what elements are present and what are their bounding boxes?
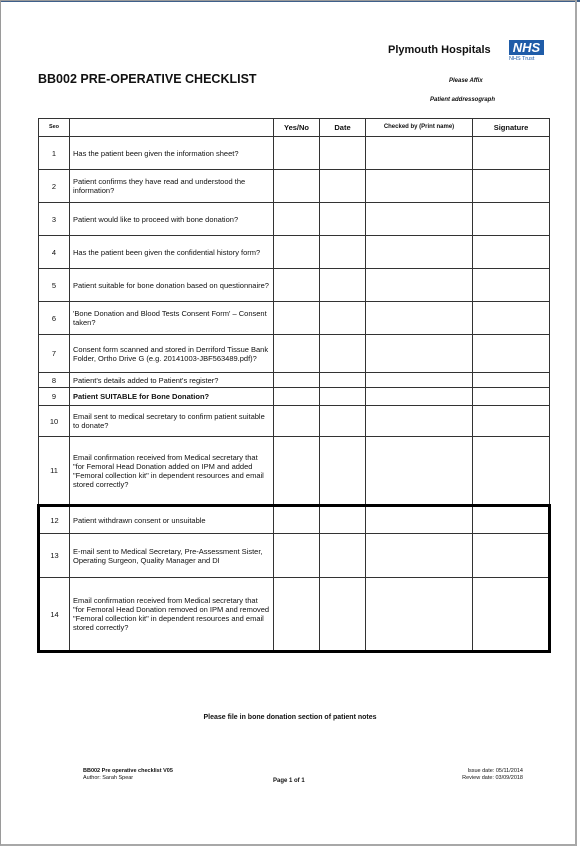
row-date-cell[interactable] [320, 388, 366, 406]
row-checked-by-cell[interactable] [366, 137, 473, 170]
row-question: Email confirmation received from Medical secretary that "for Femoral Head Donation removed on IPM and removed "Femoral collection kit" in dependent resources and email stored correctly? [70, 578, 274, 652]
col-header-date: Date [320, 119, 366, 137]
row-seq-number: 14 [39, 578, 70, 652]
row-seq-number: 1 [39, 137, 70, 170]
row-checked-by-cell[interactable] [366, 406, 473, 437]
row-checked-by-cell[interactable] [366, 170, 473, 203]
file-note: Please file in bone donation section of patient notes [203, 714, 377, 721]
row-yes-no-cell[interactable] [274, 388, 320, 406]
nhs-logo-icon: NHS [509, 40, 544, 55]
table-row [39, 335, 550, 373]
row-signature-cell[interactable] [473, 373, 550, 388]
row-seq-number: 6 [39, 302, 70, 335]
row-seq-number: 4 [39, 236, 70, 269]
table-row [39, 203, 550, 236]
table-row [39, 170, 550, 203]
table-header-row [39, 119, 550, 137]
row-question: Has the patient been given the confidential history form? [70, 236, 274, 269]
row-question: Patient would like to proceed with bone donation? [70, 203, 274, 236]
row-checked-by-cell[interactable] [366, 236, 473, 269]
row-question: Consent form scanned and stored in Derriford Tissue Bank Folder, Ortho Drive G (e.g. 20141003-JBF563489.pdf)? [70, 335, 274, 373]
row-yes-no-cell[interactable] [274, 203, 320, 236]
row-signature-cell[interactable] [473, 137, 550, 170]
row-date-cell[interactable] [320, 506, 366, 534]
table-row [39, 373, 550, 388]
row-seq-number: 9 [39, 388, 70, 406]
table-row [39, 578, 550, 652]
row-signature-cell[interactable] [473, 170, 550, 203]
row-seq-number: 10 [39, 406, 70, 437]
row-date-cell[interactable] [320, 236, 366, 269]
row-yes-no-cell[interactable] [274, 534, 320, 578]
row-checked-by-cell[interactable] [366, 388, 473, 406]
col-header-yes-no: Yes/No [274, 119, 320, 137]
table-row [39, 302, 550, 335]
footer-review-date: Review date: 03/09/2018 [462, 775, 523, 781]
footer-author: Author: Sarah Spear [83, 775, 134, 781]
row-checked-by-cell[interactable] [366, 578, 473, 652]
row-date-cell[interactable] [320, 269, 366, 302]
col-header-question [70, 119, 274, 137]
row-signature-cell[interactable] [473, 578, 550, 652]
col-header-checked-by: Checked by (Print name) [366, 119, 473, 137]
row-signature-cell[interactable] [473, 388, 550, 406]
row-date-cell[interactable] [320, 534, 366, 578]
row-signature-cell[interactable] [473, 302, 550, 335]
org-name: Plymouth Hospitals [388, 44, 491, 56]
nhs-logo-block [388, 40, 548, 74]
row-seq-number: 7 [39, 335, 70, 373]
row-seq-number: 13 [39, 534, 70, 578]
row-yes-no-cell[interactable] [274, 406, 320, 437]
table-row [39, 437, 550, 506]
page-title: BB002 PRE-OPERATIVE CHECKLIST [38, 72, 257, 86]
footer-issue-date: Issue date: 05/11/2014 [467, 768, 523, 774]
table-row [39, 388, 550, 406]
row-question: Has the patient been given the information sheet? [70, 137, 274, 170]
row-date-cell[interactable] [320, 335, 366, 373]
row-yes-no-cell[interactable] [274, 137, 320, 170]
row-date-cell[interactable] [320, 203, 366, 236]
row-signature-cell[interactable] [473, 534, 550, 578]
row-yes-no-cell[interactable] [274, 302, 320, 335]
row-seq-number: 12 [39, 506, 70, 534]
row-date-cell[interactable] [320, 578, 366, 652]
row-yes-no-cell[interactable] [274, 506, 320, 534]
table-row [39, 534, 550, 578]
table-row [39, 137, 550, 170]
col-header-signature: Signature [473, 119, 550, 137]
row-question: E-mail sent to Medical Secretary, Pre-Assessment Sister, Operating Surgeon, Quality Manager and DI [70, 534, 274, 578]
footer-page-number: Page 1 of 1 [273, 778, 305, 784]
affix-note-line2: Patient addressograph [430, 97, 496, 103]
row-checked-by-cell[interactable] [366, 437, 473, 506]
row-signature-cell[interactable] [473, 437, 550, 506]
table-row [39, 406, 550, 437]
col-header-seq: Seo [39, 119, 70, 137]
row-yes-no-cell[interactable] [274, 170, 320, 203]
row-checked-by-cell[interactable] [366, 302, 473, 335]
row-question: Patient's details added to Patient's register? [70, 373, 274, 388]
row-yes-no-cell[interactable] [274, 269, 320, 302]
footer-left [83, 768, 173, 782]
row-signature-cell[interactable] [473, 406, 550, 437]
row-signature-cell[interactable] [473, 203, 550, 236]
row-checked-by-cell[interactable] [366, 269, 473, 302]
row-date-cell[interactable] [320, 170, 366, 203]
affix-note-line1: Please Affix [449, 78, 483, 84]
row-yes-no-cell[interactable] [274, 437, 320, 506]
row-question: 'Bone Donation and Blood Tests Consent Form' – Consent taken? [70, 302, 274, 335]
row-seq-number: 2 [39, 170, 70, 203]
row-question: Email sent to medical secretary to confirm patient suitable to donate? [70, 406, 274, 437]
table-row [39, 506, 550, 534]
row-question: Patient withdrawn consent or unsuitable [70, 506, 274, 534]
row-checked-by-cell[interactable] [366, 373, 473, 388]
row-signature-cell[interactable] [473, 236, 550, 269]
row-signature-cell[interactable] [473, 335, 550, 373]
row-checked-by-cell[interactable] [366, 534, 473, 578]
row-signature-cell[interactable] [473, 269, 550, 302]
row-yes-no-cell[interactable] [274, 236, 320, 269]
row-date-cell[interactable] [320, 437, 366, 506]
row-seq-number: 8 [39, 373, 70, 388]
row-question: Patient SUITABLE for Bone Donation? [70, 388, 274, 406]
row-question: Patient suitable for bone donation based on questionnaire? [70, 269, 274, 302]
row-signature-cell[interactable] [473, 506, 550, 534]
checklist-table [37, 118, 551, 653]
row-question: Email confirmation received from Medical secretary that "for Femoral Head Donation added on IPM and added "Femoral collection kit" in dependent resources and email stored correctly? [70, 437, 274, 506]
row-seq-number: 3 [39, 203, 70, 236]
table-row [39, 269, 550, 302]
row-question: Patient confirms they have read and understood the information? [70, 170, 274, 203]
row-yes-no-cell[interactable] [274, 335, 320, 373]
footer-right [432, 768, 523, 782]
row-date-cell[interactable] [320, 137, 366, 170]
row-checked-by-cell[interactable] [366, 203, 473, 236]
row-checked-by-cell[interactable] [366, 506, 473, 534]
row-yes-no-cell[interactable] [274, 373, 320, 388]
row-date-cell[interactable] [320, 302, 366, 335]
row-checked-by-cell[interactable] [366, 335, 473, 373]
table-row [39, 236, 550, 269]
trust-label: NHS Trust [509, 56, 535, 62]
row-seq-number: 5 [39, 269, 70, 302]
row-date-cell[interactable] [320, 373, 366, 388]
row-date-cell[interactable] [320, 406, 366, 437]
footer-doc-name: BB002 Pre operative checklist V05 [83, 768, 173, 774]
row-yes-no-cell[interactable] [274, 578, 320, 652]
row-seq-number: 11 [39, 437, 70, 506]
